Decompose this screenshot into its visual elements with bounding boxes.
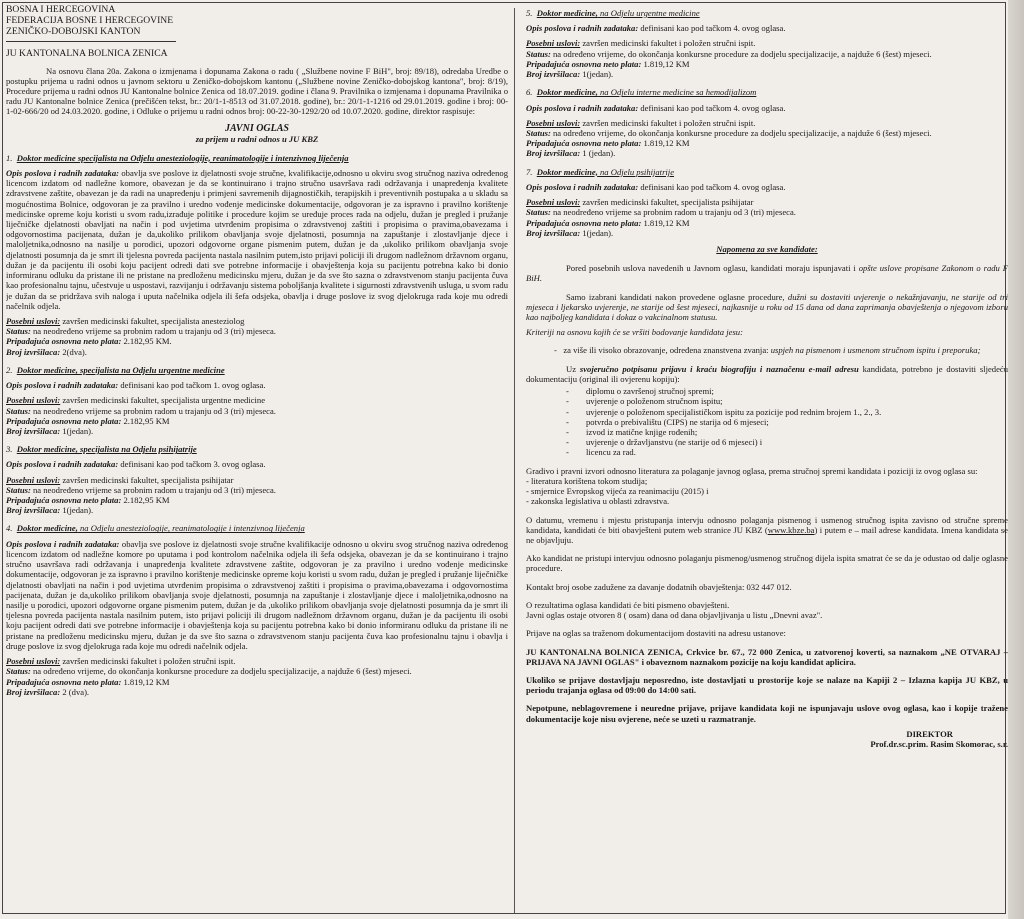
position-salary — [526, 218, 1008, 228]
count-value: 2(dva). — [62, 346, 87, 357]
status-label: Status: — [6, 405, 31, 416]
document-item: - diplomu o završenoj stručnoj spremi; — [566, 386, 1008, 396]
status-label: Status: — [6, 484, 31, 495]
duties-label: Opis poslova i radnih zadataka: — [526, 181, 639, 192]
document-item: - uvjerenje o položenom stručnom ispitu; — [566, 396, 1008, 406]
position-requirements — [6, 656, 508, 666]
position-name: Doktor medicine, specijalista na Odjelu psihijatrije — [16, 444, 197, 455]
position-requirements — [6, 395, 508, 405]
note-text: kandidata, potrebno je dostaviti sljedeću dokumentaciju (original ili ovjerenu kopiju): — [526, 363, 1008, 384]
position-title — [6, 153, 508, 163]
open-period: Javni oglas ostaje otvoren 8 ( osam) dana od dana objavljivanja u listu „Dnevni avaz". — [526, 610, 823, 621]
status-label: Status: — [526, 48, 551, 59]
position-name: Doktor medicine, — [536, 87, 598, 98]
count-label: Broj izvršilaca: — [6, 505, 61, 516]
salary-value: 1.819,12 KM — [643, 217, 690, 228]
requirements-text: završen medicinski fakultet i položen stručni ispit. — [582, 117, 756, 128]
document-item: - licencu za rad. — [566, 447, 1008, 457]
position-status — [526, 49, 1008, 59]
position-6 — [526, 87, 1008, 158]
position-status — [6, 406, 508, 416]
position-duties — [6, 459, 508, 469]
schedule-info — [526, 515, 1008, 546]
count-value: 1 (jedan). — [582, 148, 616, 159]
contact-info: Kontakt broj osobe zadužene za davanje dodatnih obavještenja: 032 447 012. — [526, 581, 792, 592]
position-title — [6, 365, 508, 375]
position-status — [526, 207, 1008, 217]
position-count — [6, 687, 508, 697]
position-status — [6, 666, 508, 676]
position-title — [526, 8, 1008, 18]
position-salary — [526, 59, 1008, 69]
status-text: na neodređeno vrijeme sa probnim radom u trajanju od 3 (tri) mjeseca. — [33, 405, 276, 416]
duties-text: obavlja sve poslove iz djelatnosti svoje stručne, kvalifikacije,odnosno u okviru svog stručnog naziva određenog licencom izdatom od nadležne komore, obavezan je da se kontinuirano i trajno stručno usavršava radi održavanja i unapređenja kvalitete zdravstvene zaštite, obavezan je da radi na unapređenju i primjeni savremenih dijagnostičkih, terapijskih i preventivnih postupaka a u skladu sa mogućnostima Bolnice, odgovoran je za pravilno i uredno vođenje medicinske dokumentacije, odgovoran je za ispravno i pravilno korištenje medicinske opreme koju koristi u svom radu,izrađuje politike i procedure kojim se uređuje proces rada na odjelu, dužan je pregled i pružanje liječničke djelatnosti obavljati na način i pod uvjetima utvrđenim propisima o zdravstvenoj zaštiti i propisima o pravima,obavezama i odgovornostima pacijenata, dužan je da,ukoliko prilikom obavljanja svoje djelatnosti, posumnja na zapuštanje i zlostavljanje djece i maloljetnika,odnosno na nasilje u porodici, upozori odgovorne organe pismenim putem, dužan je da ,ukoliko prilikom obavljanja svoje djelatnosti posumnja da je smrt ili tjelesna povreda pacijenta nastala nasilnim putem,isto prijavi policiji ili drugom nadležnom državnom organu, dužan je da pacijentu ili osobi koju pacijent odredi dati sve potrebne informacije i obavještenja koja su pacijentu potrebna kako bi donio informiranu odluku da pristane ili ne pristane na predloženu medicinsku mjeru, dužan je da sve što sazna o zdravstvenom stanju pacijenta čuva kao profesionalnu tajnu, učestvuje u uspostavi, razvijanju i održavanju sistema poboljšanja kvalitete i sigurnosti zdravstvenih usluga, u svom radu je dužan da se pridržava svih naloga i uputa načelnika odjela ili šefa odsjeka, obavlja i druge poslove iz svog djelokruga rada koje mu odredi načelnik odjela. — [6, 167, 508, 311]
position-title — [6, 523, 508, 533]
requirements-label: Posebni uslovi: — [6, 656, 61, 667]
position-3 — [6, 444, 508, 515]
position-salary — [6, 495, 508, 505]
position-department: na Odjelu interne medicine sa hemodijalizom — [597, 87, 757, 98]
status-text: na određeno vrijeme, do okončanja konkursne procedure za dodjelu specijalizacije, a najduže 6 (šest) mjeseci. — [33, 666, 412, 677]
website-link[interactable]: www.kbze.ba — [767, 524, 815, 535]
document-item: - izvod iz matične knjige rođenih; — [566, 427, 1008, 437]
position-count — [6, 426, 508, 436]
duties-label: Opis poslova i radnih zadataka: — [526, 102, 639, 113]
duties-text: definisani kao pod tačkom 4. ovog oglasa. — [640, 102, 786, 113]
requirements-text: završen medicinski fakultet i položen stručni ispit. — [582, 38, 756, 49]
position-count — [526, 148, 1008, 158]
position-title — [526, 87, 1008, 97]
position-name: Doktor medicine, — [16, 523, 78, 534]
documents-list — [526, 386, 1008, 458]
position-7 — [526, 167, 1008, 238]
count-label: Broj izvršilaca: — [526, 69, 581, 80]
position-status — [526, 128, 1008, 138]
requirements-text: završen medicinski fakultet, specijalista urgentne medicine — [62, 395, 266, 406]
requirements-label: Posebni uslovi: — [6, 315, 61, 326]
status-text: na određeno vrijeme, do okončanja konkursne procedure za dodjelu specijalizacije, a najduže 6 (šest) mjeseci. — [553, 127, 932, 138]
position-count — [6, 347, 508, 357]
note-text: ) i putem e – mail adrese kandidata. Imena kandidata se ne objavljuju. — [526, 524, 1008, 545]
salary-value: 1.819,12 KM — [643, 138, 690, 149]
requirements-text: završen medicinski fakultet, specijalista psihijatar — [62, 474, 234, 485]
status-text: na određeno vrijeme, do okončanja konkursne procedure za dodjelu specijalizacije, a najduže 6 (šest) mjeseci. — [553, 48, 932, 59]
salary-label: Pripadajuća osnovna neto plata: — [6, 336, 122, 347]
position-number: 4. — [6, 523, 13, 534]
position-duties — [6, 539, 508, 651]
literature-item: - literatura korištena tokom studija; — [526, 475, 648, 486]
header-country: BOSNA I HERCEGOVINA — [6, 4, 116, 15]
duties-label: Opis poslova i radnih zadataka: — [6, 459, 119, 470]
requirements-label: Posebni uslovi: — [6, 395, 61, 406]
duties-text: definisani kao pod tačkom 4. ovog oglasa. — [640, 181, 786, 192]
position-number: 2. — [6, 364, 13, 375]
literature-item: - zakonska legislativa u oblasti zdravstva. — [526, 496, 670, 507]
literature-list — [526, 476, 1008, 507]
left-column — [6, 0, 508, 919]
count-label: Broj izvršilaca: — [526, 227, 581, 238]
right-column — [526, 0, 1008, 919]
duties-label: Opis poslova i radnih zadataka: — [526, 23, 639, 34]
position-number: 5. — [526, 8, 533, 18]
header-rule — [6, 41, 176, 42]
count-value: 2 (dva). — [62, 686, 90, 697]
note-general-conditions — [526, 263, 1008, 283]
submission-instruction: Prijave na oglas sa traženom dokumentacijom dostaviti na adresu ustanove: — [526, 628, 786, 639]
salary-label: Pripadajuća osnovna neto plata: — [6, 676, 122, 687]
note-text: Pored posebnih uslova navedenih u Javnom oglasu, kandidati moraju ispunjavati i — [566, 263, 859, 274]
requirements-text: završen medicinski fakultet, specijalista psihijatar — [582, 197, 754, 208]
count-value: 1(jedan). — [582, 69, 614, 80]
position-4 — [6, 523, 508, 697]
position-salary — [6, 677, 508, 687]
header-block — [6, 4, 508, 42]
position-requirements — [526, 38, 1008, 48]
salary-value: 2.182,95 KM. — [123, 336, 172, 347]
status-label: Status: — [6, 326, 31, 337]
ad-title: JAVNI OGLAS — [225, 122, 289, 134]
duties-text: obavlja sve poslove iz djelatnosti svoje stručne kvalifikacije odnosno u okviru svog stručnog naziva određenog licencom izdatom od nadležne komore po uputama i pod kontrolom načelnika odjela ili šefa odsjeka, obavezan je da se kontinuirano i trajno stručno usavršava radi održavanja i unapređenja kvalitete zdravstvene zaštite, odgovoran je za pravilno i uredno vođenje medicinske dokumentacije, odgovoran je za ispravno i pravilno korištenje medicinske opreme koju koristi u svom radu, dužan je pregled i pružanje liječničke djelatnosti obavljati na način i pod uvjetima utvrđenim propisima o zdravstvenoj zaštiti i propisima o pravima,obavezama i odgovornostima pacijenata, dužan je da,ukoliko prilikom obavljanja svoje djelatnosti, posumnja na zapuštanje i zlostavljanje djece i maloljetnika,odnosno na nasilje u porodici, upozori odgovorne organe pismenim putem, dužan je da ,ukoliko prilikom obavljanja svoje djelatnosti posumnja da je smrt ili tjelesna povreda pacijenta nastala nasilnim putem, isto prijavi policiji ili drugom nadležnom državnom organu, dužan je da pacijentu ili osobi koju pacijent odredi dati sve potrebne informacije i obavještenja koja su pacijentu potrebna kako bi donio informiranu odluku da pristane ili ne pristane na predloženu medicinsku mjeru, dužan je da sve što sazna o zdravstvenom stanju pacijenta čuva kao profesionalnu tajnu i obavlja i druge poslove iz svog djelokruga rada koje mu odredi načelnik odjela. — [6, 538, 508, 651]
salary-label: Pripadajuća osnovna neto plata: — [526, 217, 642, 228]
position-duties — [526, 103, 1008, 113]
criteria-emphasis: uspjeh na pismenom i usmenom stručnom ispitu i preporuka; — [770, 345, 981, 356]
duties-label: Opis poslova i radnih zadataka: — [6, 167, 120, 178]
salary-label: Pripadajuća osnovna neto plata: — [6, 415, 122, 426]
salary-value: 1.819,12 KM — [643, 58, 690, 69]
position-count — [526, 69, 1008, 79]
salary-label: Pripadajuća osnovna neto plata: — [6, 495, 122, 506]
direct-submission: Ukoliko se prijave dostavljaju neposredno, iste dostavljati u prostorije koje se nalaze na Kapiji 2 – Izlazna kapija JU KBZ, u periodu trajanja oglasa od 09:00 do 14:00 sati. — [526, 674, 1008, 696]
requirements-label: Posebni uslovi: — [6, 474, 61, 485]
position-status — [6, 326, 508, 336]
count-label: Broj izvršilaca: — [6, 425, 61, 436]
position-requirements — [6, 475, 508, 485]
institution-name: JU KANTONALNA BOLNICA ZENICA — [6, 48, 168, 60]
column-divider — [514, 8, 515, 913]
header-canton: ZENIČKO-DOBOJSKI KANTON — [6, 26, 141, 38]
absence-notice: Ako kandidat ne pristupi intervjuu odnosno polaganju pismenog/usmenog stručnog dijela ispita smatrat će se da je odustao od dalje oglasne procedure. — [526, 553, 1008, 574]
position-department: na Odjelu anesteziologije, reanimatologije i intenzivnog liječenja — [77, 523, 305, 534]
position-salary — [6, 336, 508, 346]
note-text: Samo izabrani kandidati nakon provedene oglasne procedure, — [566, 291, 788, 302]
salary-value: 2.182,95 KM — [123, 495, 170, 506]
count-value: 1(jedan). — [582, 227, 614, 238]
note-selected-candidates — [526, 292, 1008, 323]
position-duties — [6, 168, 508, 311]
position-salary — [526, 138, 1008, 148]
note-text: O datumu, vremenu i mjestu pristupanja intervju odnosno polaganja pismenog i usmenog stručnog ispita zavisno od stručne spreme kandidata, kandidati će biti obavješteni putem web stranice JU KBZ ( — [526, 514, 1008, 535]
intro-paragraph: Na osnovu člana 20a. Zakona o izmjenama i dopunama Zakona o radu ( „Službene novine F BiH", broj: 89/18), odredaba Uredbe o postupku prijema u radni odnos u javnom sektoru u Zeničko-dobojskom kantonu („Službene novine Zeničko-dobojskog kantona", broj: 8/19), Procedure prijema u radni odnos JU Kantonalne bolnice Zenica od 18.07.2019. godine i člana 9. Pravilnika o izmjenama i dopunama Pravilnika o radu JU Kantonalne bolnice Zenica (prečišćen tekst, br.: 20/1-1-8513 od 31.07.2018. godine), br.: 20/1-1-1216 od 29.01.2019. godine i broj: 00-1-02-666/20 od 24.03.2020. godine, i Odluke o prijemu u radni odnos broj: 00-22-30-1292/20 od 10.07.2020. godine, direktor raspisuje: — [6, 65, 508, 117]
submission-address: JU KANTONALNA BOLNICA ZENICA, Crkvice br. 67., 72 000 Zenica, u zatvorenoj koverti, sa naznakom „NE OTVARAJ – PRIJAVA NA JAVNI OGLAS" i obaveznom naznakom pozicije na koju kandidat aplicira. — [526, 646, 1008, 667]
requirements-text: završen medicinski fakultet i položen stručni ispit. — [62, 656, 236, 667]
position-number: 3. — [6, 444, 13, 455]
signature-name: Prof.dr.sc.prim. Rasim Skomorac, s.r. — [870, 739, 1008, 750]
position-department: na Odjelu psihijatrije — [597, 166, 675, 177]
requirements-text: završen medicinski fakultet, specijalista anesteziolog — [62, 315, 245, 326]
note-emphasis: dužni su dostaviti uvjerenje o nekažnjavanju, ne starije od tri mjeseca i ljekarsko uvjerenje, ne starije od šest mjeseci, najkasnije u roku od 15 dana od dana zaprimanja obavještenja o njegovom izboru kao najboljeg kandidata i dokaz o vakcinalnom statusu. — [526, 291, 1008, 323]
note-emphasis: opšte uslove propisane Zakonom o radu F BiH. — [526, 263, 1008, 284]
position-number: 6. — [526, 87, 533, 98]
invalid-applications: Nepotpune, neblagovremene i neuredne prijave, prijave kandidata koji ne ispunjavaju uslove ovog oglasa, kao i kopije tražene dokumentacije koje nisu ovjerene, neće se uzeti u razmatranje. — [526, 703, 1008, 724]
position-number: 7. — [526, 166, 533, 177]
count-label: Broj izvršilaca: — [526, 148, 581, 159]
position-duties — [526, 182, 1008, 192]
position-requirements — [526, 118, 1008, 128]
results-notice: O rezultatima oglasa kandidati će biti pismeno obavješteni. — [526, 599, 730, 610]
adjacent-page-edge — [1008, 0, 1024, 919]
position-title — [526, 167, 1008, 177]
position-name: Doktor medicine, — [536, 166, 598, 177]
salary-value: 1.819,12 KM — [123, 676, 170, 687]
requirements-label: Posebni uslovi: — [526, 117, 581, 128]
position-name: Doktor medicine, — [536, 8, 598, 18]
note-heading: Napomena za sve kandidate: — [716, 243, 818, 254]
status-label: Status: — [526, 127, 551, 138]
position-1 — [6, 153, 508, 357]
duties-label: Opis poslova i radnih zadataka: — [6, 538, 120, 549]
signature-role: DIREKTOR — [906, 728, 953, 739]
status-label: Status: — [6, 666, 31, 677]
duties-text: definisani kao pod tačkom 3. ovog oglasa. — [120, 459, 266, 470]
salary-value: 2.182,95 KM — [123, 415, 170, 426]
position-5 — [526, 8, 1008, 79]
status-text: na neodređeno vrijeme sa probnim radom u trajanju od 3 (tri) mjeseca. — [33, 326, 276, 337]
position-title — [6, 444, 508, 454]
position-requirements — [6, 316, 508, 326]
application-requirements — [526, 364, 1008, 384]
criteria-heading: Kriteriji na osnovu kojih će se vršiti bodovanje kandidata jesu: — [526, 327, 743, 338]
note-emphasis: svojeručno potpisanu prijavu i kraću biografiju i naznačenu e-mail adresu — [579, 363, 859, 374]
status-text: na neodređeno vrijeme sa probnim radom u trajanju od 3 (tri) mjeseca. — [553, 207, 796, 218]
literature-intro: Gradivo i pravni izvori odnosno literatura za polaganje javnog oglasa, prema stručnoj spremi kandidata i poziciji iz ovog oglasa su: — [526, 465, 978, 476]
status-text: na neodređeno vrijeme sa probnim radom u trajanju od 3 (tri) mjeseca. — [33, 484, 276, 495]
literature-item: - smjernice Evropskog vijeća za reanimaciju (2015) i — [526, 486, 709, 497]
position-2 — [6, 365, 508, 436]
position-number: 1. — [6, 152, 13, 163]
position-salary — [6, 416, 508, 426]
position-requirements — [526, 197, 1008, 207]
header-federation: FEDERACIJA BOSNE I HERCEGOVINE — [6, 15, 174, 27]
position-count — [6, 505, 508, 515]
document-item: - uvjerenje o položenom specijalističkom ispitu za pozicije pod rednim brojem 1., 2., 3. — [566, 407, 1008, 417]
note-text: Uz — [566, 363, 580, 374]
position-count — [526, 228, 1008, 238]
position-name: Doktor medicine specijalista na Odjelu anesteziologije, reanimatologije i intenzivnog liječenja — [16, 152, 349, 163]
duties-text: definisani kao pod tačkom 4. ovog oglasa. — [640, 23, 786, 34]
duties-text: definisani kao pod tačkom 1. ovog oglasa. — [120, 380, 266, 391]
salary-label: Pripadajuća osnovna neto plata: — [526, 138, 642, 149]
position-department: na Odjelu urgentne medicine — [597, 8, 700, 18]
position-name: Doktor medicine, specijalista na Odjelu urgentne medicine — [16, 364, 225, 375]
count-value: 1(jedan). — [62, 505, 94, 516]
salary-label: Pripadajuća osnovna neto plata: — [526, 58, 642, 69]
position-status — [6, 485, 508, 495]
document-item: - uvjerenje o državljanstvu (ne starije od 6 mjeseci) i — [566, 437, 1008, 447]
ad-subtitle: za prijem u radni odnos u JU KBZ — [195, 134, 319, 145]
position-duties — [526, 23, 1008, 33]
criteria-item: - za više ili visoko obrazovanje, određena znanstvena zvanja: uspjeh na pismenom i usmenom stručnom ispitu i preporuka; — [554, 345, 981, 356]
count-label: Broj izvršilaca: — [6, 346, 61, 357]
position-duties — [6, 380, 508, 390]
criteria-text: za više ili visoko obrazovanje, određena znanstvena zvanja: — [563, 345, 771, 356]
count-label: Broj izvršilaca: — [6, 686, 61, 697]
requirements-label: Posebni uslovi: — [526, 197, 581, 208]
requirements-label: Posebni uslovi: — [526, 38, 581, 49]
count-value: 1(jedan). — [62, 425, 94, 436]
duties-label: Opis poslova i radnih zadataka: — [6, 380, 119, 391]
status-label: Status: — [526, 207, 551, 218]
document-item: - potvrda o prebivalištu (CIPS) ne starija od 6 mjeseci; — [566, 417, 1008, 427]
